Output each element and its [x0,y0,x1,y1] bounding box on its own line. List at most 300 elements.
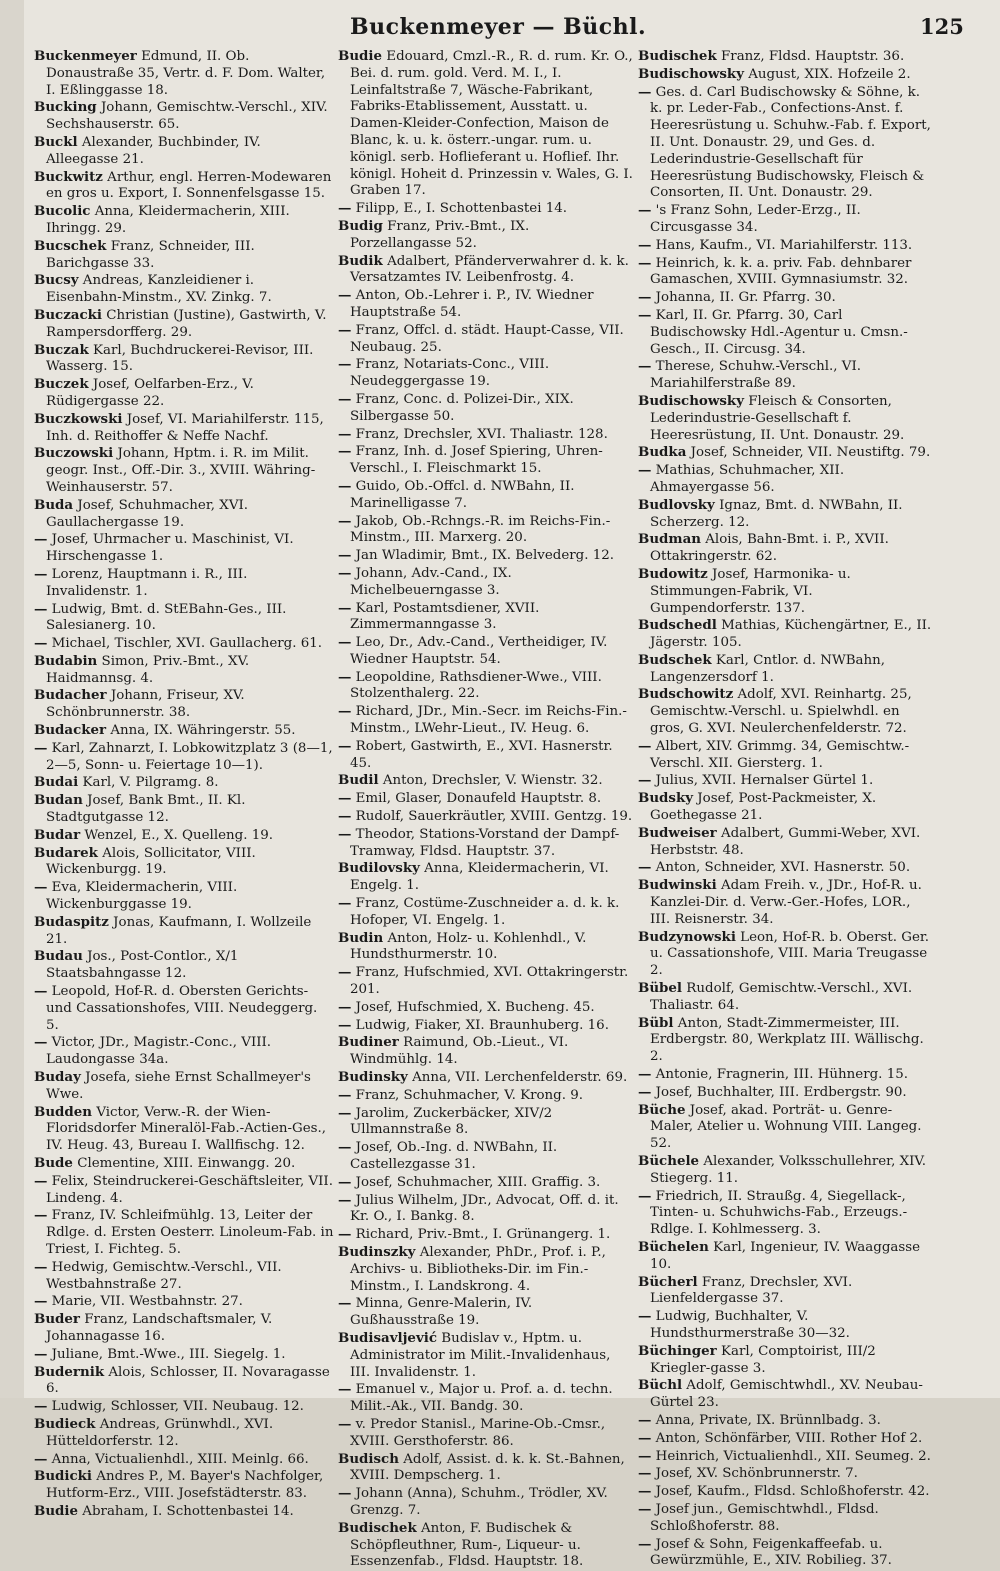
directory-entry [34,1503,334,1521]
entry-details: Raimund, Ob.-Lieut., VI. Windmühlg. 14. [350,1035,569,1068]
directory-entry [338,200,634,218]
entry-name: — [338,703,352,720]
directory-entry [638,1430,934,1448]
directory-entry [338,930,634,965]
directory-entry [338,703,634,738]
entry-details: Clementine, XIII. Einwangg. 20. [77,1156,296,1171]
directory-entry [638,1465,934,1483]
entry-name: Budschedl [638,617,717,634]
directory-entry [34,1364,334,1399]
entry-name: — [338,356,352,373]
entry-name: Budsky [638,790,694,807]
entry-details: Leo, Dr., Adv.-Cand., Vertheidiger, IV. Wiedner Hauptstr. 54. [350,635,608,667]
entry-details: Alexander, PhDr., Prof. i. P., Archivs- u. Bibliotheks-Dir. im Fin.-Minstm., I. Landskrong. 4. [350,1244,606,1294]
directory-entry [638,462,934,497]
entry-name: Budil [338,772,379,789]
directory-entry [34,1104,334,1155]
entry-details: Juliane, Bmt.-Wwe., III. Siegelg. 1. [51,1346,286,1362]
entry-details: Budislav v., Hptm. u. Administrator im Milit.-Invalidenhaus, III. Invalidenstr. 1. [350,1330,611,1380]
directory-entry [34,1207,334,1258]
entry-name: — [338,425,352,442]
page-header [0,10,1000,44]
entry-details: Hedwig, Gemischtw.-Verschl., VII. Westbahnstraße 27. [46,1259,282,1292]
directory-entry [638,531,934,566]
directory-entry [338,253,634,288]
entry-name: — [34,531,48,548]
entry-name: — [638,1429,652,1446]
directory-entry [638,1377,934,1412]
directory-entry [338,1139,634,1174]
entry-name: — [338,1295,352,1312]
entry-details: Friedrich, II. Straußg. 4, Siegellack-, Tinten- u. Schuhwichs-Fab., Erzeugs.-Rdlge. I. Kohlmesserg. 3. [650,1188,908,1238]
directory-entry [34,827,334,845]
entry-name: Buczkowski [34,410,123,427]
entry-details: Victor, JDr., Magistr.-Conc., VIII. Laudongasse 34a. [46,1035,272,1068]
entry-name: — [34,1258,48,1275]
entry-name: Budman [638,531,701,548]
directory-entry [34,169,334,204]
directory-entry [638,772,934,790]
entry-details: Emanuel v., Major u. Prof. a. d. techn. Milit.-Ak., VII. Bandg. 30. [350,1382,613,1415]
entry-details: Karl, Cntlor. d. NWBahn, Langenzersdorf 1. [650,652,886,685]
entry-details: Franz, IV. Schleifmühlg. 13, Leiter der Rdlge. d. Ersten Oesterr. Linoleum-Fab. in Triest, I. Fichteg. 5. [46,1208,334,1257]
entry-name: Budin [338,929,384,946]
entry-name: — [638,1187,652,1204]
entry-details: v. Predor Stanisl., Marine-Ob.-Cmsr., XVIII. Gersthoferstr. 86. [350,1416,606,1449]
entry-name: Büche [638,1101,686,1118]
entry-details: Franz, Inh. d. Josef Spiering, Uhren-Verschl., I. Fleischmarkt 15. [350,444,603,477]
entry-details: Josef, Kaufm., Fldsd. Schloßhoferstr. 42. [655,1484,930,1500]
entry-details: Simon, Priv.-Bmt., XV. Haidmannsg. 4. [46,653,250,686]
directory-entry [338,1520,634,1571]
directory-entry [338,547,634,565]
entry-details: Franz, Offcl. d. städt. Haupt-Casse, VII. Neubaug. 25. [350,322,624,355]
directory-entry [34,879,334,914]
entry-details: Antonie, Fragnerin, III. Hühnerg. 15. [655,1067,908,1083]
directory-entry [638,1536,934,1571]
entry-details: Franz, Schneider, III. Barichgasse 33. [46,238,255,271]
entry-name: Budaspitz [34,913,109,930]
entry-details: Alexander, Volksschullehrer, XIV. Stiegerg. 11. [650,1154,926,1186]
entry-details: Andreas, Kanzleidiener i. Eisenbahn-Minstm., XV. Zinkg. 7. [46,273,272,306]
entry-name: — [638,202,652,219]
directory-entry [34,99,334,134]
entry-details: Franz, Conc. d. Polizei-Dir., XIX. Silbergasse 50. [350,391,574,424]
entry-name: — [338,1139,352,1156]
directory-entry [338,1087,634,1105]
entry-details: Alexander, Buchbinder, IV. Alleegasse 21. [46,134,261,167]
directory-entry [338,964,634,999]
entry-details: Josef & Sohn, Feigenkaffeefab. u. Gewürzmühle, E., XIV. Robilieg. 37. [650,1536,892,1569]
entry-name: Budinsky [338,1069,408,1086]
entry-details: Andres P., M. Bayer's Nachfolger, Hutform-Erz., VIII. Josefstädterstr. 83. [46,1469,324,1502]
directory-entry [638,1501,934,1536]
directory-entry [638,1448,934,1466]
entry-details: Edouard, Cmzl.-R., R. d. rum. Kr. O., Bei. d. rum. gold. Verd. M. I., I. Leinfaltstraße 7, Wäsche-Fabrikant, Fabriks-Etablissement, Ausstatt. u. Damen-Kleider-Confection, Maison de Blanc, k. u. k. österr.-ungar. rum. u. königl. serb. Hoflieferant u. Hoflief. Ihr. königl. Hoheit d. Prinzessin v. Wales, G. I. Graben 17. [350,49,633,199]
entry-name: Buckwitz [34,168,103,185]
directory-entry [338,826,634,861]
entry-details: Franz, Hufschmied, XVI. Ottakringerstr. 201. [350,965,629,998]
entry-details: Franz, Schuhmacher, V. Krong. 9. [355,1087,584,1103]
entry-details: Heinrich, Victualienhdl., XII. Seumeg. 2. [655,1448,931,1464]
entry-name: Budacker [34,722,107,739]
running-title: Buckenmeyer — Büchl. [350,14,647,40]
entry-name: — [638,236,652,253]
entry-name: — [338,287,352,304]
entry-name: — [338,512,352,529]
directory-entry [338,1451,634,1486]
entry-details: Johann, Gemischtw.-Verschl., XIV. Sechshauserstr. 65. [46,100,328,133]
entry-details: Johann, Adv.-Cand., IX. Michelbeuerngasse 3. [350,565,512,598]
entry-details: Karl, Ingenieur, IV. Waaggasse 10. [650,1239,921,1272]
entry-name: Bübel [638,980,683,997]
directory-entry [34,948,334,983]
entry-details: Johann (Anna), Schuhm., Trödler, XV. Grenzg. 7. [350,1486,608,1518]
entry-details: Fleisch & Consorten, Lederindustrie-Gesellschaft f. Heeresrüstung, II. Unt. Donaustr. 29. [650,393,905,443]
entry-details: Josef, Ob.-Ing. d. NWBahn, II. Castellezgasse 31. [350,1140,558,1172]
entry-details: Ludwig, Schlosser, VII. Neubaug. 12. [51,1399,304,1415]
entry-name: — [34,1293,48,1310]
directory-entry [638,825,934,860]
directory-entry [338,1485,634,1520]
entry-name: — [34,879,48,896]
entry-name: Budwinski [638,877,717,894]
entry-name: — [638,1535,652,1552]
directory-entry [338,48,634,200]
entry-details: Richard, JDr., Min.-Secr. im Reichs-Fin.-Minstm., LWehr-Lieut., IV. Heug. 6. [350,704,627,737]
entry-name: Bucschek [34,237,107,254]
entry-details: Franz, Fldsd. Hauptstr. 36. [721,49,905,64]
directory-entry [638,66,934,84]
entry-name: Büchinger [638,1342,717,1359]
directory-entry [34,566,334,601]
entry-details: Ignaz, Bmt. d. NWBahn, II. Scherzerg. 12. [650,497,903,530]
entry-details: Jonas, Kaufmann, I. Wollzeile 21. [46,914,312,947]
entry-details: Anna, Victualienhdl., XIII. Meinlg. 66. [51,1451,309,1467]
entry-details: Anna, Kleidermacherin, VI. Engelg. 1. [350,861,609,894]
directory-entry [338,790,634,808]
directory-entry [638,566,934,617]
entry-name: Budka [638,444,687,461]
directory-entry [338,1381,634,1416]
entry-details: Victor, Verw.-R. der Wien-Floridsdorfer Mineralöl-Fab.-Actien-Ges., IV. Heug. 43, Bureau I. Wallfischg. 12. [46,1104,327,1154]
entry-name: Büchele [638,1153,700,1169]
entry-details: Anna, Kleidermacherin, XIII. Ihringg. 29. [46,204,290,236]
entry-name: Bübl [638,1014,674,1031]
entry-details: Anton, Schneider, XVI. Hasnerstr. 50. [655,860,911,876]
entry-name: — [338,1485,352,1502]
entry-name: — [34,983,48,1000]
directory-entry [638,289,934,307]
entry-details: Anton, Stadt-Zimmermeister, III. Erdbergstr. 80, Werkplatz III. Wällischg. 2. [650,1015,924,1065]
directory-entry [638,1066,934,1084]
directory-entry [638,307,934,358]
directory-entry [34,774,334,792]
entry-name: — [34,1398,48,1415]
entry-name: Budicki [34,1468,93,1485]
entry-name: Budisavljević [338,1329,437,1346]
entry-details: Josef, Schuhmacher, XIII. Graffig. 3. [355,1174,601,1190]
entry-name: Budden [34,1103,93,1120]
entry-name: — [338,895,352,912]
entry-name: — [338,790,352,807]
entry-details: Franz, Drechsler, XVI. Lienfeldergasse 37. [650,1274,853,1307]
entry-details: Therese, Schuhw.-Verschl., VI. Mariahilferstraße 89. [650,359,862,392]
directory-entry [338,634,634,669]
directory-entry [638,859,934,877]
entry-name: — [338,1415,352,1432]
directory-entry [338,738,634,773]
entry-name: Budschowitz [638,686,734,703]
entry-name: — [338,998,352,1015]
entry-name: — [638,306,652,323]
directory-entry [638,1239,934,1274]
entry-details: Mathias, Küchengärtner, E., II. Jägerstr. 105. [650,618,932,651]
entry-name: — [638,1411,652,1428]
entry-name: — [34,600,48,617]
directory-entry [34,1346,334,1364]
entry-details: Josef, Uhrmacher u. Maschinist, VI. Hirschengasse 1. [46,532,294,565]
directory-entry [338,808,634,826]
entry-name: Budweiser [638,824,717,841]
directory-entry [34,792,334,827]
entry-details: Edmund, II. Ob. Donaustraße 35, Vertr. d. F. Dom. Walter, I. Eßlinggasse 18. [46,49,326,98]
entry-name: Bucsy [34,272,79,289]
entry-details: Abraham, I. Schottenbastei 14. [82,1503,294,1519]
entry-details: Michael, Tischler, XVI. Gaullacherg. 61. [51,636,323,652]
entry-details: Andreas, Grünwhdl., XVI. Hütteldorferstr. 12. [46,1416,274,1449]
entry-details: Adolf, Assist. d. k. k. St.-Bahnen, XVIII. Dempscherg. 1. [350,1451,625,1484]
entry-name: Budieck [34,1415,96,1432]
entry-name: — [638,1308,652,1325]
directory-entry [338,1034,634,1069]
directory-entry [34,1259,334,1294]
entry-name: Buczacki [34,306,103,323]
directory-entry [34,1311,334,1346]
entry-name: Buczek [34,376,89,393]
directory-entry [638,497,934,532]
directory-entry [638,1412,934,1430]
directory-entry [638,1274,934,1309]
entry-name: Bucolic [34,203,91,220]
entry-name: Budarek [34,844,98,861]
directory-entry [638,237,934,255]
column-2 [338,48,634,1570]
entry-name: Buckl [34,133,78,150]
directory-entry [638,48,934,66]
entry-name: Budar [34,826,81,843]
entry-details: Karl, Zahnarzt, I. Lobkowitzplatz 3 (8—1, 2—5, Sonn- u. Feiertage 10—1). [46,740,333,773]
entry-details: Josef, Schneider, VII. Neustiftg. 79. [690,445,931,461]
entry-name: — [638,289,652,306]
directory-entry [338,999,634,1017]
entry-details: Josef, Oelfarben-Erz., V. Rüdigergasse 22. [46,377,254,409]
directory-entry [34,1398,334,1416]
entry-name: — [338,1104,352,1121]
entry-name: — [338,200,352,217]
entry-details: Josef, Bank Bmt., II. Kl. Stadtgutgasse 12. [46,793,246,826]
directory-entry [638,1102,934,1153]
directory-entry [338,1416,634,1451]
entry-name: Budacher [34,687,107,704]
entry-details: Christian (Justine), Gastwirth, V. Rampersdorfferg. 29. [46,307,327,340]
directory-entry [34,1034,334,1069]
entry-details: Alois, Bahn-Bmt. i. P., XVII. Ottakringerstr. 62. [650,532,889,565]
entry-details: Josef, XV. Schönbrunnerstr. 7. [655,1466,858,1482]
entry-name: — [338,321,352,338]
entry-name: — [34,1450,48,1467]
directory-entry [338,1244,634,1295]
entry-name: — [638,1083,652,1100]
entry-name: Budau [34,948,83,965]
entry-name: — [338,825,352,842]
directory-entry [338,772,634,790]
directory-entry [34,1468,334,1503]
directory-entry [638,877,934,928]
directory-entry [638,1188,934,1239]
directory-entry [34,983,334,1034]
entry-details: Robert, Gastwirth, E., XVI. Hasnerstr. 45. [350,738,613,771]
directory-entry [34,845,334,880]
entry-details: Lorenz, Hauptmann i. R., III. Invalidenstr. 1. [46,566,248,599]
entry-name: Budinszky [338,1243,416,1260]
entry-name: Budernik [34,1363,105,1380]
entry-name: — [338,1226,352,1243]
directory-entry [338,287,634,322]
entry-name: — [338,547,352,564]
entry-name: Büchl [638,1377,683,1394]
directory-entry [638,444,934,462]
entry-name: Buder [34,1311,80,1328]
entry-details: Adolf, Gemischtwhdl., XV. Neubau-Gürtel 23. [650,1378,923,1411]
page-number: 125 [920,14,964,39]
entry-name: — [638,1500,652,1517]
entry-details: Minna, Genre-Malerin, IV. Gußhausstraße 19. [350,1296,533,1329]
entry-details: Franz, Costüme-Zuschneider a. d. k. k. Hofoper, VI. Engelg. 1. [350,896,620,928]
entry-details: Karl, II. Gr. Pfarrg. 30, Carl Budischowsky Hdl.-Agentur u. Cmsn.-Gesch., II. Circusg. 34. [650,307,908,357]
entry-details: 's Franz Sohn, Leder-Erzg., II. Circusgasse 34. [650,203,861,235]
entry-details: Johann, Friseur, XV. Schönbrunnerstr. 38. [46,688,245,721]
entry-name: Budie [338,48,383,64]
entry-details: Josef, Harmonika- u. Stimmungen-Fabrik, VI. Gumpendorferstr. 137. [650,566,851,616]
entry-details: Eva, Kleidermacherin, VIII. Wickenburggasse 19. [46,880,238,913]
directory-entry [34,914,334,949]
entry-details: Jarolim, Zuckerbäcker, XIV/2 Ullmannstraße 8. [350,1105,553,1138]
directory-entry [338,443,634,478]
entry-details: Wenzel, E., X. Quelleng. 19. [84,827,274,843]
entry-name: — [34,1345,48,1362]
entry-details: Ludwig, Fiaker, XI. Braunhuberg. 16. [355,1017,609,1033]
entry-name: Budschek [638,651,712,668]
entry-name: — [638,1465,652,1482]
entry-name: Büchelen [638,1238,709,1255]
entry-name: — [338,1381,352,1398]
entry-details: Ludwig, Bmt. d. StEBahn-Ges., III. Salesianerg. 10. [46,601,287,634]
entry-details: Felix, Steindruckerei-Geschäftsleiter, VII. Lindeng. 4. [46,1173,333,1206]
entry-details: Jan Wladimir, Bmt., IX. Belvederg. 12. [355,548,615,564]
entry-details: Leon, Hof-R. b. Oberst. Ger. u. Cassationshofe, VIII. Maria Treugasse 2. [650,929,930,979]
entry-details: Adalbert, Gummi-Weber, XVI. Herbststr. 48. [650,825,921,858]
directory-entry [34,687,334,722]
directory-entry [34,1069,334,1104]
entry-details: Jos., Post-Contlor., X/1 Staatsbahngasse 12. [46,949,239,982]
directory-entry [338,322,634,357]
directory-entry [638,84,934,203]
entry-name: — [338,599,352,616]
entry-details: Johann, Hptm. i. R. im Milit. geogr. Inst., Off.-Dir. 3., XVIII. Währing-Weinhauserstr. 57. [46,446,316,495]
entry-name: — [34,565,48,582]
entry-details: Josef, Buchhalter, III. Erdbergstr. 90. [655,1084,907,1100]
entry-details: Mathias, Schuhmacher, XII. Ahmayergasse 56. [650,463,845,495]
directory-entry [34,635,334,653]
entry-name: Buda [34,496,74,513]
directory-entry [34,1451,334,1469]
entry-name: Budie [34,1502,79,1519]
entry-name: — [638,1066,652,1083]
entry-details: Filipp, E., I. Schottenbastei 14. [355,201,568,217]
entry-name: Buckenmeyer [34,48,137,64]
directory-entry [638,652,934,687]
entry-name: Budischowsky [638,392,744,409]
directory-entry [638,255,934,290]
entry-details: Alois, Schlosser, II. Novaragasse 6. [46,1364,330,1397]
page-edge [0,0,24,1398]
directory-entry [34,1416,334,1451]
entry-name: Budabin [34,652,98,669]
directory-entry [34,411,334,446]
directory-entry [34,740,334,775]
entry-details: Josef, akad. Porträt- u. Genre-Maler, Atelier u. Wohnung VIII. Langeg. 52. [650,1102,922,1152]
entry-details: Franz, Landschaftsmaler, V. Johannagasse 16. [46,1312,273,1344]
entry-details: Josef, Post-Packmeister, X. Goethegasse 21. [650,791,877,824]
directory-entry [34,531,334,566]
directory-entry [338,895,634,930]
entry-name: Buczak [34,341,89,358]
entry-details: Anton, Drechsler, V. Wienstr. 32. [382,773,603,789]
directory-entry [34,134,334,169]
directory-entry [34,203,334,238]
entry-name: — [34,1207,48,1224]
directory-entry [338,565,634,600]
entry-name: — [338,564,352,581]
entry-details: Theodor, Stations-Vorstand der Dampf-Tramway, Fldsd. Hauptstr. 37. [350,826,620,859]
entry-details: Josefa, siehe Ernst Schallmeyer's Wwe. [46,1070,311,1102]
directory-entry [34,601,334,636]
entry-name: — [34,1172,48,1189]
entry-details: Franz, Notariats-Conc., VIII. Neudeggergasse 19. [350,357,550,390]
entry-name: Budischek [338,1519,417,1536]
entry-name: Buczowski [34,445,114,462]
entry-name: — [338,390,352,407]
entry-details: Heinrich, k. k. a. priv. Fab. dehnbarer Gamaschen, XVIII. Gymnasiumstr. 32. [650,255,912,288]
entry-name: — [638,737,652,754]
directory-entry [34,238,334,273]
entry-details: Rudolf, Gemischtw.-Verschl., XVI. Thaliastr. 64. [650,981,913,1013]
directory-entry [638,617,934,652]
entry-name: Budzynowski [638,928,736,945]
directory-entry [338,426,634,444]
entry-details: Franz, Drechsler, XVI. Thaliastr. 128. [355,426,608,442]
entry-name: — [338,668,352,685]
directory-entry [638,393,934,444]
entry-details: Franz, Priv.-Bmt., IX. Porzellangasse 52. [350,218,530,251]
directory-entry [638,686,934,737]
directory-entry [638,738,934,773]
directory-entry [338,1295,634,1330]
entry-name: Budischek [638,48,717,64]
entry-details: Leopold, Hof-R. d. Obersten Gerichts- und Cassationshofes, VIII. Neudeggerg. 5. [46,984,318,1033]
directory-entry [34,307,334,342]
